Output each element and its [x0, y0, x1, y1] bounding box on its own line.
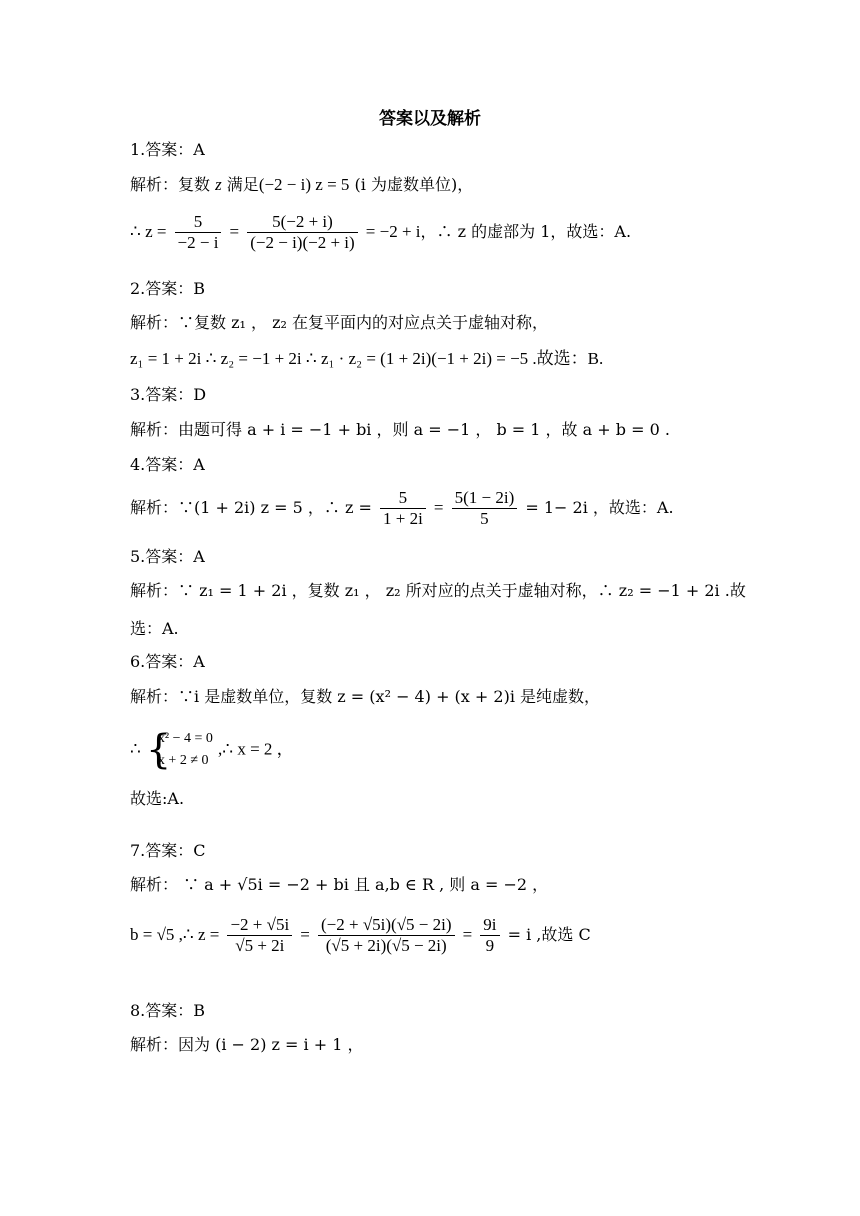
- solution-2-line-2: z₁ = 1 + 2i ∴ z₂ = −1 + 2i ∴ z₁ · z₂ = (1 + 2i)(−1 + 2i) = −5 .故选：B.: [130, 349, 604, 368]
- denominator: 9: [480, 935, 499, 956]
- solution-5-line-1: 解析：∵ z₁ = 1 + 2i ，复数 z₁ ， z₂ 所对应的点关于虚轴对称，∴ z₂ = −1 + 2i .故: [130, 581, 746, 600]
- solution-1-line-2: [130, 212, 631, 253]
- answer-2: 2.答案：B: [130, 279, 206, 298]
- text: (i 为虚数单位)，: [349, 175, 474, 194]
- numerator: 5: [193, 212, 203, 231]
- solution-5-line-2: 选：A.: [130, 619, 179, 638]
- fraction: [452, 488, 518, 529]
- math: ∴ z =: [130, 222, 167, 241]
- equals: =: [229, 222, 240, 241]
- brace: {: [145, 727, 172, 773]
- numerator: 9i: [483, 915, 497, 934]
- fraction: [318, 915, 455, 956]
- numerator: −2 + √5i: [230, 915, 290, 934]
- solution-4-line-1: [130, 488, 674, 529]
- var: z: [215, 175, 222, 194]
- solution-6-system: [130, 728, 294, 772]
- solution-6-line-1: 解析：∵i 是虚数单位，复数 z = (x² − 4) + (x + 2)i 是纯虚数，: [130, 687, 601, 706]
- math: = −2 + i: [365, 222, 421, 241]
- denominator: 5: [452, 508, 518, 529]
- math: (−2 − i) z = 5: [258, 175, 350, 194]
- solution-8-line-1: 解析：因为 (i − 2) z = i + 1 ，: [130, 1035, 364, 1054]
- equals: =: [300, 925, 310, 944]
- solution-1-line-1: [130, 174, 473, 196]
- answer-3: 3.答案：D: [130, 385, 207, 404]
- text: ，∴ z 的虚部为 1，故选：A.: [420, 222, 632, 241]
- solution-7-line-1: 解析： ∵ a + √5i = −2 + bi 且 a,b ∈ R , 则 a = −2 ，: [130, 875, 549, 894]
- solution-3-line-1: 解析：由题可得 a + i = −1 + bi ，则 a = −1 ， b = 1 ，故 a + b = 0 .: [130, 420, 670, 439]
- numerator: 5: [398, 488, 408, 507]
- answer-8: 8.答案：B: [130, 1001, 206, 1020]
- equation-system: [146, 728, 213, 772]
- equals: =: [433, 498, 444, 517]
- text: = i ,故选 C: [507, 925, 591, 944]
- solution-2-line-1: 解析：∵复数 z₁ ， z₂ 在复平面内的对应点关于虚轴对称，: [130, 313, 549, 332]
- equals: =: [462, 925, 473, 944]
- text: 解析：复数: [130, 175, 216, 194]
- math: ,∴ x = 2 ，: [218, 739, 294, 759]
- text: = 1− 2i ，故选：A.: [525, 498, 674, 517]
- solution-7-line-2: [130, 915, 591, 956]
- denominator: (−2 − i)(−2 + i): [247, 232, 357, 253]
- solution-6-line-3: 故选:A.: [130, 789, 185, 808]
- therefore: ∴: [130, 739, 141, 759]
- fraction: [175, 212, 222, 253]
- denominator: √5 + 2i: [227, 935, 292, 956]
- numerator: (−2 + √5i)(√5 − 2i): [320, 915, 452, 934]
- numerator: 5(1 − 2i): [454, 488, 515, 507]
- text: 解析：∵(1 + 2i) z = 5 ，∴ z =: [130, 498, 372, 517]
- fraction: [227, 915, 292, 956]
- answer-6: 6.答案：A: [130, 652, 205, 671]
- fraction: [480, 915, 499, 956]
- answer-4: 4.答案：A: [130, 455, 205, 474]
- numerator: 5(−2 + i): [272, 212, 333, 231]
- answer-1: 1.答案：A: [130, 140, 205, 159]
- text: 满足: [221, 175, 259, 194]
- denominator: −2 − i: [175, 232, 222, 253]
- fraction: [380, 488, 426, 529]
- answer-7: 7.答案：C: [130, 841, 206, 860]
- answer-5: 5.答案：A: [130, 547, 205, 566]
- math: b = √5 ,∴ z =: [130, 925, 220, 944]
- denominator: (√5 + 2i)(√5 − 2i): [318, 935, 455, 956]
- fraction: [247, 212, 357, 253]
- page-title: 答案以及解析: [379, 109, 481, 129]
- system-row: x + 2 ≠ 0: [157, 753, 209, 768]
- system-row: x² − 4 = 0: [157, 731, 213, 746]
- denominator: 1 + 2i: [380, 508, 426, 529]
